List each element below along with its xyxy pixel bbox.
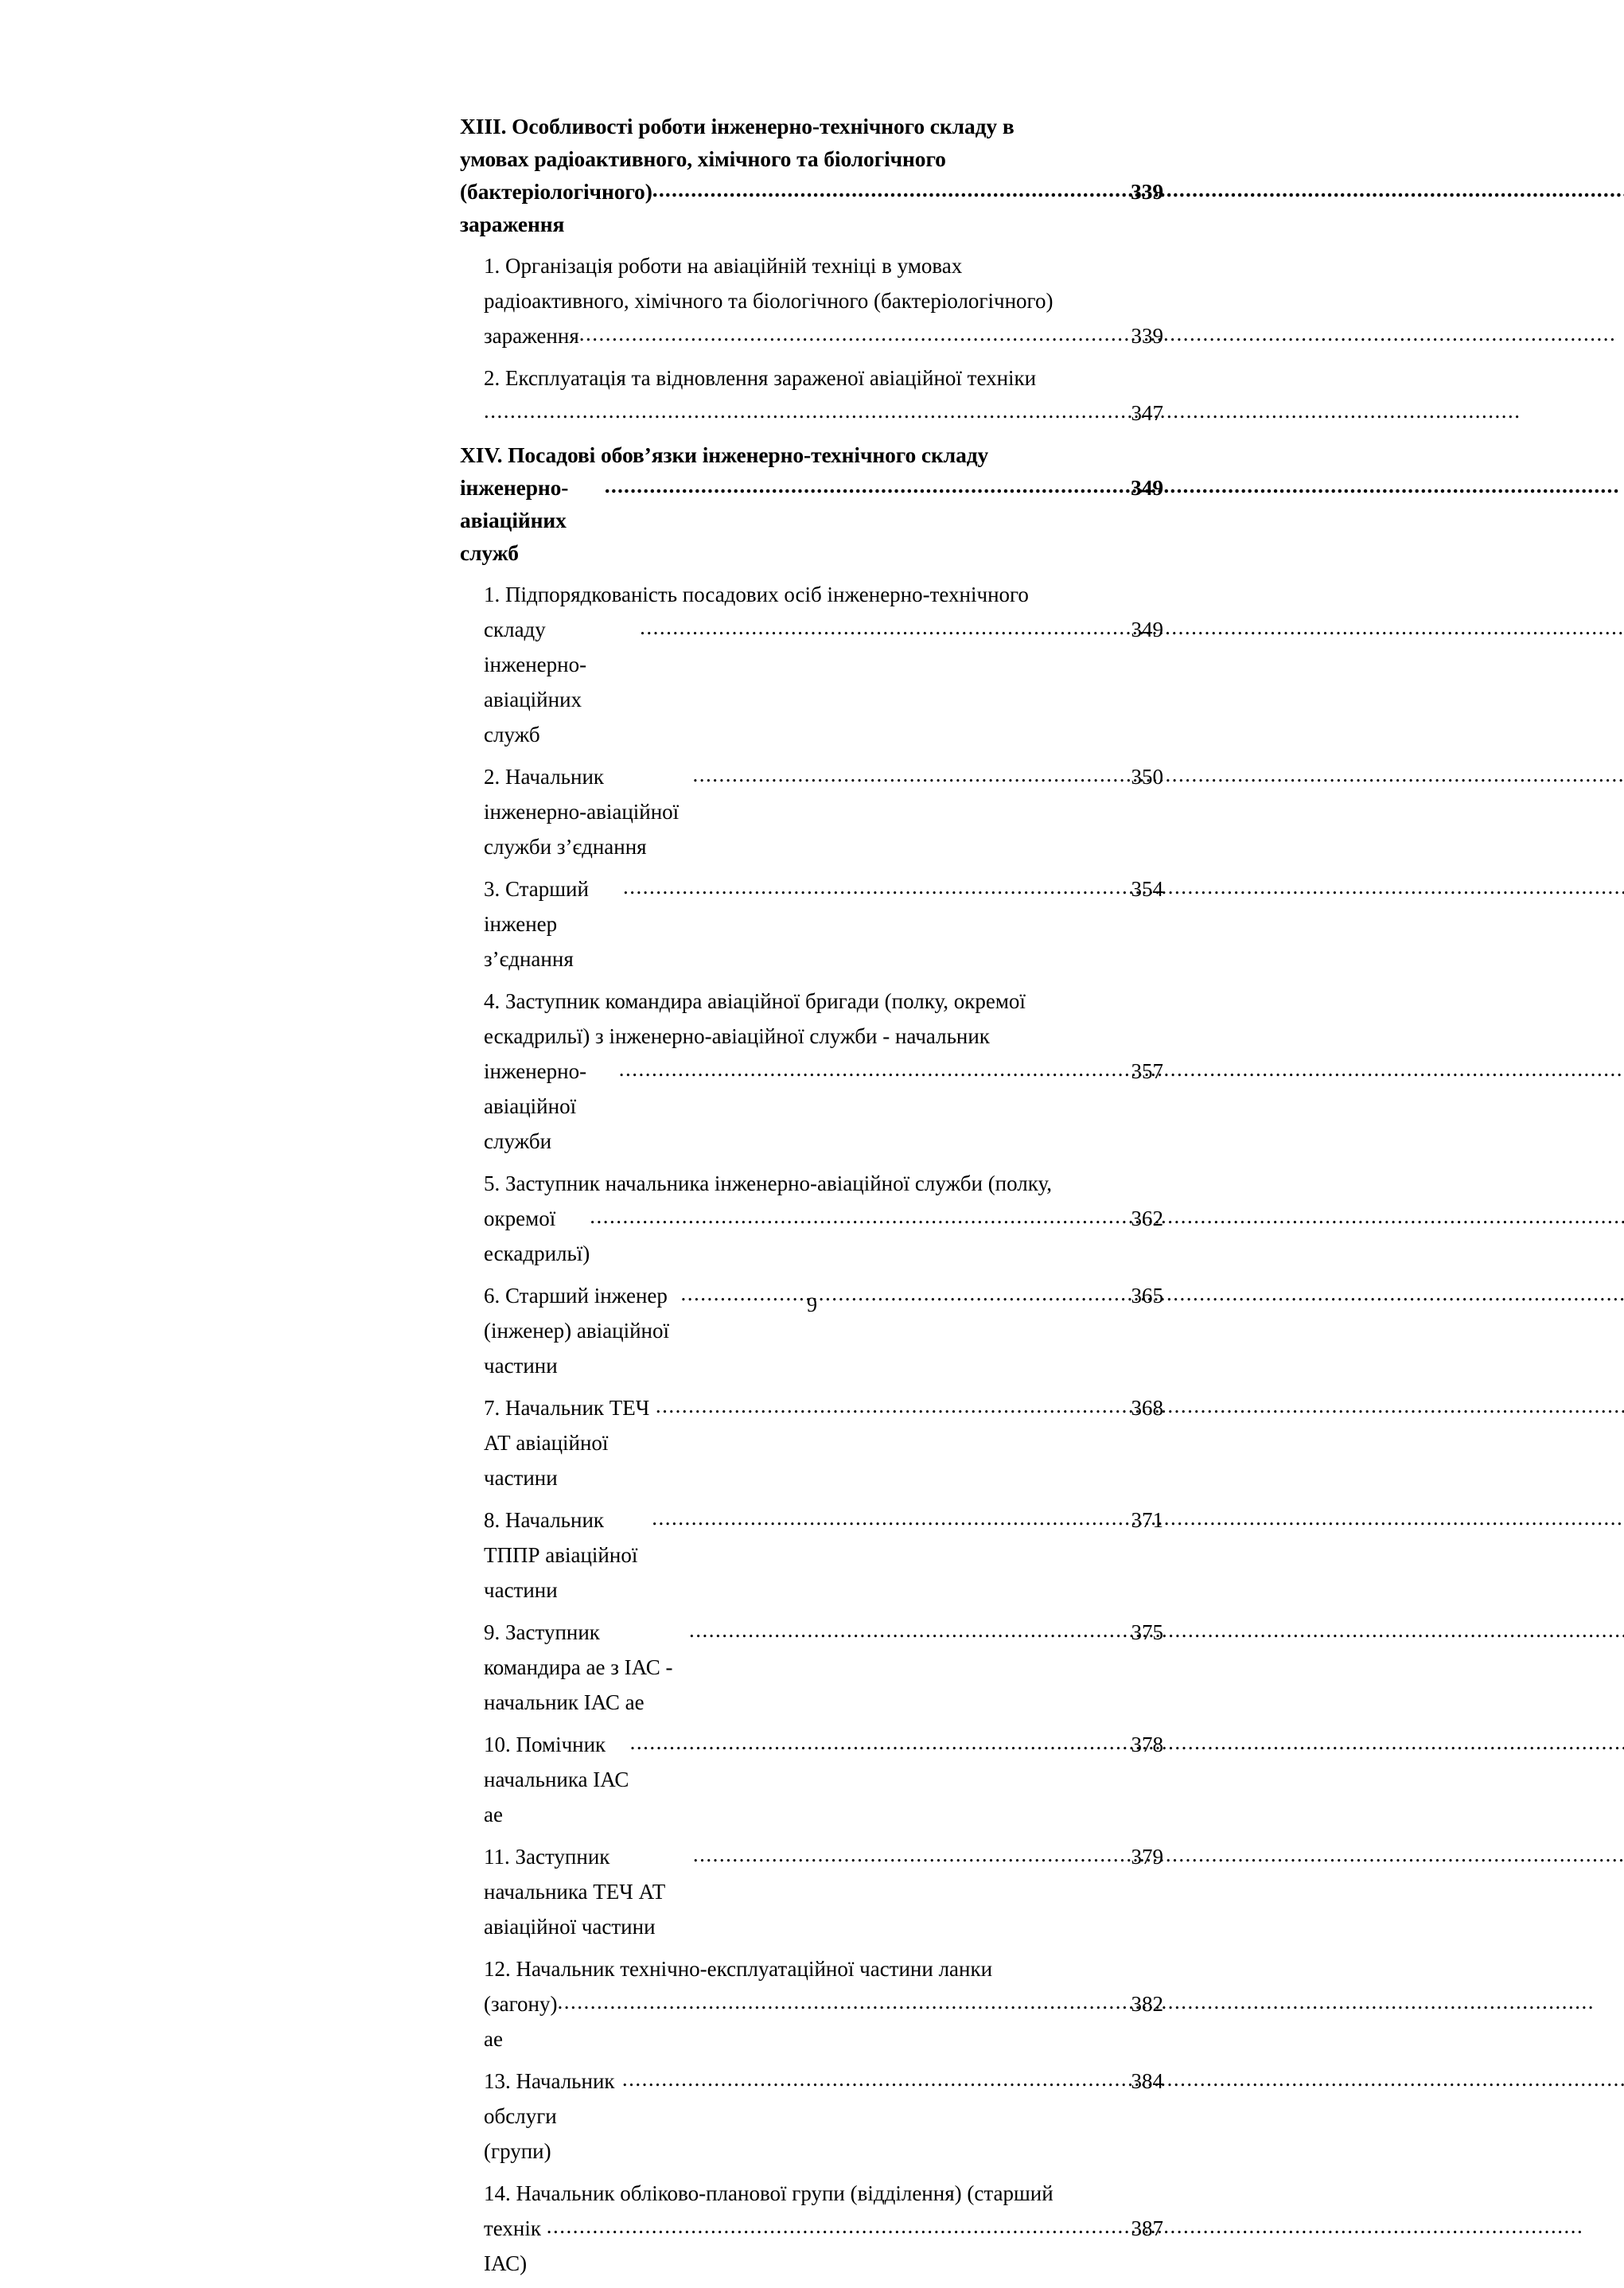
document-page (318, 0, 1306, 2275)
toc-page-number: 347 (1131, 401, 1163, 425)
toc-entry[interactable] (460, 1615, 1163, 1720)
toc-entry-line: 14. Начальник обліково-планової групи (відділення) (старший (484, 2181, 1053, 2205)
toc-entry[interactable] (460, 1839, 1163, 1944)
toc-entry[interactable] (460, 759, 1163, 864)
toc-leader-row (484, 1201, 1163, 1271)
dot-leader (557, 1984, 1131, 2019)
toc-leader-row (484, 759, 1163, 864)
toc-entry-line: XIV. Посадові обов’язки інженерно-технічного складу (460, 442, 989, 467)
toc-entry[interactable] (460, 2176, 1163, 2281)
toc-page-number: 371 (1131, 1508, 1163, 1532)
toc-entry-line: 4. Заступник командира авіаційної бригади (полку, окремої (484, 989, 1026, 1013)
toc-leader-row (460, 471, 1163, 569)
toc-page-number: 350 (1131, 765, 1163, 789)
dot-leader (656, 1388, 1131, 1423)
dot-leader (652, 173, 1131, 205)
dot-leader (693, 757, 1131, 792)
toc-entry[interactable] (460, 1727, 1163, 1832)
toc-entry-line: 12. Начальник технічно-експлуатаційної частини ланки (484, 1957, 993, 1981)
toc-leader-row (484, 1390, 1163, 1495)
toc-entry-title: 9. Заступник командира ае з ІАС - начальник ІАС ае (484, 1620, 684, 1714)
toc-entry-line: 1. Організація роботи на авіаційній техніці в умовах (484, 254, 963, 278)
toc-page-number: 349 (1131, 618, 1163, 641)
toc-leader-row (484, 871, 1163, 976)
toc-entry-line: радіоактивного, хімічного та біологічного (бактеріологічного) (484, 289, 1053, 313)
toc-entry[interactable] (460, 1503, 1163, 1608)
dot-leader (693, 1837, 1131, 1872)
toc-leader-row (484, 2211, 1163, 2281)
toc-entry-title: 10. Помічник начальника ІАС ае (484, 1733, 635, 1826)
toc-entry[interactable] (460, 439, 1163, 569)
toc-entry-line: 1. Підпорядкованість посадових осіб інженерно-технічного (484, 583, 1029, 606)
toc-entry-title: складу інженерно-авіаційних служб (484, 618, 587, 746)
toc-page-number: 368 (1131, 1396, 1163, 1420)
dot-leader (484, 393, 1131, 428)
toc-page-number: 349 (1131, 475, 1163, 500)
toc-entry[interactable] (460, 361, 1163, 431)
toc-entry[interactable] (460, 1951, 1163, 2056)
toc-entry-title: 3. Старший інженер з’єднання (484, 877, 594, 971)
toc-entry-title: окремої ескадрильї) (484, 1206, 596, 1265)
toc-page-number: 362 (1131, 1206, 1163, 1230)
toc-entry[interactable] (460, 871, 1163, 976)
toc-entry-title: (загону) ае (484, 1992, 563, 2051)
toc-leader-row (460, 175, 1163, 240)
dot-leader (652, 1500, 1131, 1535)
toc-entry[interactable] (460, 1166, 1163, 1271)
toc-entry[interactable] (460, 2064, 1163, 2169)
toc-leader-row (484, 1503, 1163, 1608)
toc-entry-title: (бактеріологічного) зараження (460, 179, 658, 236)
toc-entry-title: 11. Заступник начальника ТЕЧ АТ авіаційної частини (484, 1845, 671, 1939)
toc-leader-row (484, 2064, 1163, 2169)
toc-page-number: 354 (1131, 877, 1163, 901)
toc-entry-line: 2. Експлуатація та відновлення зараженої авіаційної техніки (484, 366, 1037, 390)
toc-entry-title: інженерно-авіаційної служби (484, 1059, 587, 1153)
toc-page-number: 384 (1131, 2069, 1163, 2093)
toc-page-number: 382 (1131, 1992, 1163, 2016)
table-of-contents (460, 110, 1163, 2288)
toc-leader-row (484, 1054, 1163, 1159)
toc-entry-title: 6. Старший інженер (інженер) авіаційної частини (484, 1284, 675, 1378)
dot-leader (547, 2208, 1131, 2243)
toc-page-number: 378 (1131, 1733, 1163, 1756)
toc-entry-line: XIII. Особливості роботи інженерно-технічного складу в (460, 114, 1015, 138)
toc-leader-row (484, 1839, 1163, 1944)
toc-entry-title: 13. Начальник обслуги (групи) (484, 2069, 621, 2163)
toc-leader-row (484, 1615, 1163, 1720)
dot-leader (579, 316, 1131, 351)
dot-leader (623, 869, 1131, 904)
toc-entry-title: зараження (484, 324, 585, 348)
toc-leader-row (484, 1727, 1163, 1832)
toc-entry-title: 2. Начальник інженерно-авіаційної служби з’єднання (484, 765, 684, 859)
dot-leader (689, 1612, 1131, 1647)
toc-entry-title: 7. Начальник ТЕЧ АТ авіаційної частини (484, 1396, 656, 1490)
toc-page-number: 375 (1131, 1620, 1163, 1644)
toc-page-number: 339 (1131, 179, 1163, 204)
toc-entry[interactable] (460, 984, 1163, 1159)
toc-page-number: 387 (1131, 2216, 1163, 2240)
toc-entry-line: умовах радіоактивного, хімічного та біологічного (460, 146, 946, 171)
toc-entry[interactable] (460, 577, 1163, 752)
toc-entry-title: інженерно-авіаційних служб (460, 475, 572, 565)
dot-leader (590, 1199, 1131, 1234)
toc-entry-line: 5. Заступник начальника інженерно-авіаційної служби (полку, (484, 1171, 1053, 1195)
toc-leader-row (484, 396, 1163, 431)
toc-entry-line: ескадрильї) з інженерно-авіаційної служби - начальник (484, 1024, 990, 1048)
toc-entry[interactable] (460, 110, 1163, 240)
toc-leader-row (484, 318, 1163, 353)
toc-entry[interactable] (460, 248, 1163, 353)
toc-entry[interactable] (460, 1390, 1163, 1495)
toc-leader-row (484, 1986, 1163, 2056)
toc-page-number: 357 (1131, 1059, 1163, 1083)
dot-leader (622, 2061, 1131, 2096)
dot-leader (630, 1725, 1131, 1760)
toc-page-number: 379 (1131, 1845, 1163, 1869)
toc-page-number: 365 (1131, 1284, 1163, 1308)
toc-entry-title: 8. Начальник ТППР авіаційної частини (484, 1508, 644, 1602)
dot-leader (605, 469, 1131, 501)
toc-page-number: 339 (1131, 324, 1163, 348)
toc-entry-title: технік ІАС) (484, 2216, 547, 2275)
toc-leader-row (484, 612, 1163, 752)
page-folio: 9 (807, 1293, 817, 1316)
dot-leader (619, 1051, 1131, 1086)
dot-leader (640, 610, 1131, 645)
